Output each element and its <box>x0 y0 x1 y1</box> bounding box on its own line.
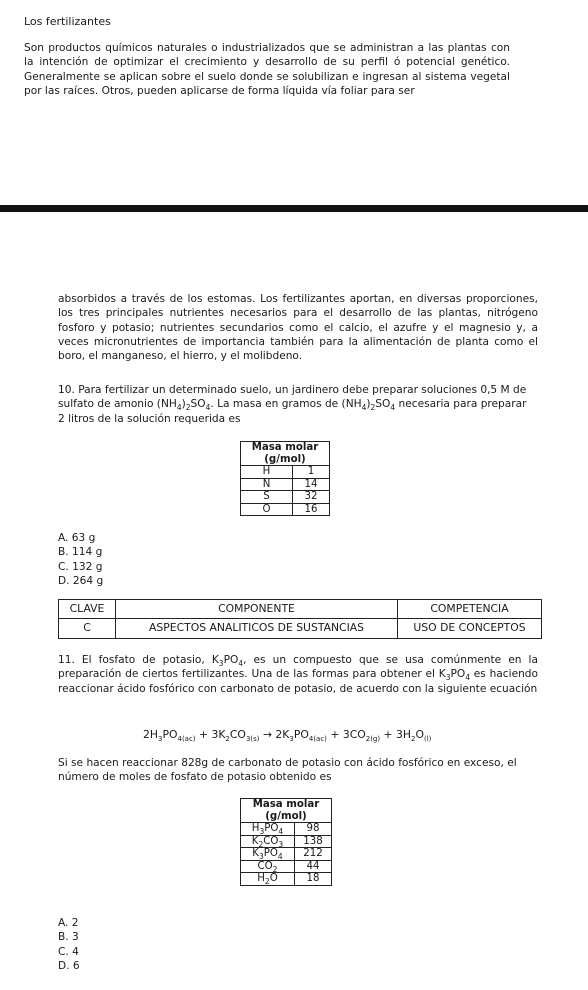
table-header: Masa molar (g/mol) <box>241 442 330 466</box>
question-11-text: 11. El fosfato de potasio, $K_3PO_4$, es un compuesto que se usa comúnmente en la preparación de ciertos fertilizantes. Una de las formas para obtener el $K_3PO_4$ es haciendo reaccionar ácido fosfórico con carbonato de potasio, de acuerdo con la siguiente ecuación <box>58 654 539 695</box>
chemical-equation: $2H_3PO_{4(ac)} + 3K_2CO_{3(s)} \to 2K_3PO_{4(ac)} + 3CO_{2(g)} + 3H_2O_{(l)}$ <box>143 728 432 744</box>
option-a: A. 2 <box>58 917 79 929</box>
key-value-competencia: USO DE CONCEPTOS <box>398 619 542 638</box>
page-title: Los fertilizantes <box>24 15 111 28</box>
option-d: D. 264 g <box>58 574 104 587</box>
answer-key-table <box>58 599 542 639</box>
key-header-componente: COMPONENTE <box>116 600 398 619</box>
table-header: Masa molar (g/mol) <box>241 799 332 823</box>
key-header-competencia: COMPETENCIA <box>398 600 542 619</box>
page-divider-band <box>0 205 588 212</box>
option-b: B. 114 g <box>58 546 103 559</box>
option-a: A. 63 g <box>58 532 96 544</box>
reaction-arrow: → <box>259 728 276 741</box>
intro-paragraph: Son productos químicos naturales o industrializados que se administran a las plantas con la intención de optimizar el crecimiento y desarrollo de su perfil ó potencial genético. Generalmente se aplican sobre el suelo donde se solubilizan e ingresan al sistema vegetal por las raíces. Otros, pueden aplicarse de forma líquida vía foliar para ser <box>24 42 510 97</box>
table-row: $H_2O$ 18 <box>241 873 332 886</box>
question-10-text: 10. Para fertilizar un determinado suelo, un jardinero debe preparar soluciones 0,5 M de sulfato de amonio $(NH_4)_2SO_4$. La masa en gramos de $(NH_4)_2SO_4$ necesaria para preparar 2 litros de la solución requerida es <box>58 384 527 425</box>
option-c: C. 132 g <box>58 560 103 573</box>
table-row: S 32 <box>241 491 330 504</box>
table-row: N 14 <box>241 478 330 491</box>
key-header-clave: CLAVE <box>59 600 116 619</box>
question-11-options <box>58 916 80 973</box>
table-row: $CO_2$ 44 <box>241 860 332 873</box>
continuation-paragraph: absorbidos a través de los estomas. Los fertilizantes aportan, en diversas proporciones, los tres principales nutrientes necesarios para el desarrollo de las plantas, nitrógeno fosforo y potasio; nutrientes secundarios como el calcio, el azufre y el magnesio y, a veces micronutrientes de importancia también para la alimentación de planta como el boro, el manganeso, el hierro, y el molibdeno. <box>58 293 538 363</box>
molar-mass-table-q10 <box>240 441 330 516</box>
table-row: O 16 <box>241 503 330 516</box>
table-row: $H_3PO_4$ 98 <box>241 823 332 836</box>
question-10-options <box>58 531 103 588</box>
table-row: H 1 <box>241 466 330 479</box>
table-row: $K_2CO_3$ 138 <box>241 835 332 848</box>
key-value-componente: ASPECTOS ANALITICOS DE SUSTANCIAS <box>116 619 398 638</box>
question-11-prompt: Si se hacen reaccionar 828g de carbonato de potasio con ácido fosfórico en exceso, el número de moles de fosfato de potasio obtenido es <box>58 757 517 784</box>
option-b: B. 3 <box>58 931 79 944</box>
option-c: C. 4 <box>58 945 79 958</box>
option-d: D. 6 <box>58 959 80 972</box>
table-row: $K_3PO_4$ 212 <box>241 848 332 861</box>
molar-mass-table-q11 <box>240 798 332 886</box>
key-value-clave: C <box>59 619 116 638</box>
